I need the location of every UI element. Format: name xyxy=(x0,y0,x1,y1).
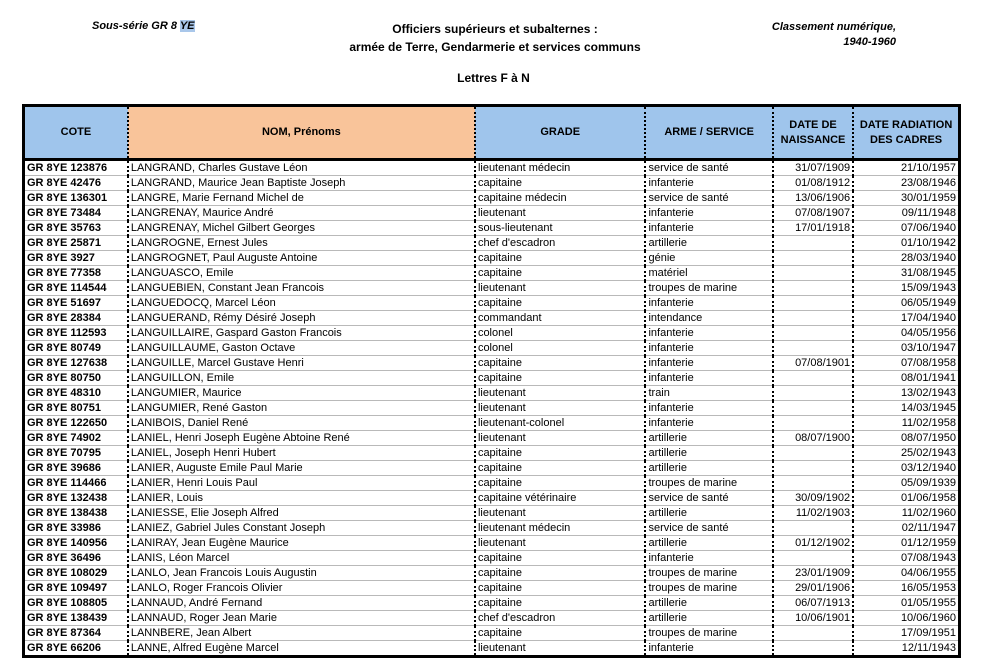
nom-cell: LANIEZ, Gabriel Jules Constant Joseph xyxy=(128,521,475,536)
table-row xyxy=(24,476,960,491)
radiation-cell: 08/01/1941 xyxy=(853,371,959,386)
table-row xyxy=(24,266,960,281)
naissance-cell: 07/08/1901 xyxy=(773,356,853,371)
nom-cell: LANGUILLON, Emile xyxy=(128,371,475,386)
radiation-cell: 13/02/1943 xyxy=(853,386,959,401)
arme-cell: service de santé xyxy=(645,491,772,506)
arme-cell: artillerie xyxy=(645,461,772,476)
cote-cell: GR 8YE 66206 xyxy=(24,641,128,657)
naissance-cell xyxy=(773,626,853,641)
naissance-cell xyxy=(773,326,853,341)
table-header-row xyxy=(24,106,960,160)
grade-cell: capitaine xyxy=(475,551,646,566)
naissance-cell xyxy=(773,281,853,296)
classification-line-1: Classement numérique, xyxy=(771,21,896,33)
cote-cell: GR 8YE 77358 xyxy=(24,266,128,281)
arme-cell: infanterie xyxy=(645,221,772,236)
radiation-cell: 07/06/1940 xyxy=(853,221,959,236)
grade-cell: capitaine xyxy=(475,461,646,476)
naissance-cell xyxy=(773,446,853,461)
nom-cell: LANGUILLAIRE, Gaspard Gaston Francois xyxy=(128,326,475,341)
table-row xyxy=(24,641,960,657)
arme-cell: infanterie xyxy=(645,371,772,386)
cote-cell: GR 8YE 108805 xyxy=(24,596,128,611)
grade-cell: capitaine xyxy=(475,296,646,311)
naissance-cell: 10/06/1901 xyxy=(773,611,853,626)
nom-cell: LANGUMIER, René Gaston xyxy=(128,401,475,416)
grade-cell: capitaine xyxy=(475,266,646,281)
table-row xyxy=(24,281,960,296)
grade-cell: lieutenant médecin xyxy=(475,160,646,176)
table-row xyxy=(24,401,960,416)
title-line-2: armée de Terre, Gendarmerie et services communs xyxy=(349,40,641,54)
cote-cell: GR 8YE 51697 xyxy=(24,296,128,311)
cote-cell: GR 8YE 39686 xyxy=(24,461,128,476)
table-row xyxy=(24,341,960,356)
radiation-cell: 14/03/1945 xyxy=(853,401,959,416)
arme-cell: troupes de marine xyxy=(645,476,772,491)
arme-cell: service de santé xyxy=(645,521,772,536)
cote-cell: GR 8YE 87364 xyxy=(24,626,128,641)
naissance-cell xyxy=(773,236,853,251)
grade-cell: capitaine vétérinaire xyxy=(475,491,646,506)
radiation-cell: 02/11/1947 xyxy=(853,521,959,536)
grade-cell: capitaine xyxy=(475,356,646,371)
cote-cell: GR 8YE 138439 xyxy=(24,611,128,626)
grade-cell: capitaine xyxy=(475,446,646,461)
cote-cell: GR 8YE 138438 xyxy=(24,506,128,521)
nom-cell: LANGRAND, Maurice Jean Baptiste Joseph xyxy=(128,176,475,191)
arme-cell: artillerie xyxy=(645,506,772,521)
table-row xyxy=(24,296,960,311)
grade-cell: chef d'escadron xyxy=(475,611,646,626)
arme-cell: troupes de marine xyxy=(645,281,772,296)
classification-line-2: 1940-1960 xyxy=(843,36,896,48)
table-body xyxy=(24,160,960,657)
officers-table xyxy=(22,104,961,658)
cote-cell: GR 8YE 36496 xyxy=(24,551,128,566)
table-row xyxy=(24,461,960,476)
nom-cell: LANIER, Henri Louis Paul xyxy=(128,476,475,491)
naissance-cell xyxy=(773,296,853,311)
arme-cell: artillerie xyxy=(645,536,772,551)
grade-cell: sous-lieutenant xyxy=(475,221,646,236)
grade-cell: lieutenant xyxy=(475,431,646,446)
naissance-cell xyxy=(773,476,853,491)
cote-cell: GR 8YE 48310 xyxy=(24,386,128,401)
arme-cell: service de santé xyxy=(645,191,772,206)
naissance-cell xyxy=(773,386,853,401)
nom-cell: LANNAUD, Roger Jean Marie xyxy=(128,611,475,626)
grade-cell: lieutenant-colonel xyxy=(475,416,646,431)
nom-cell: LANIS, Léon Marcel xyxy=(128,551,475,566)
naissance-cell xyxy=(773,641,853,657)
arme-cell: génie xyxy=(645,251,772,266)
radiation-cell: 11/02/1960 xyxy=(853,506,959,521)
arme-cell: artillerie xyxy=(645,446,772,461)
nom-cell: LANGRAND, Charles Gustave Léon xyxy=(128,160,475,176)
cote-cell: GR 8YE 114466 xyxy=(24,476,128,491)
arme-cell: troupes de marine xyxy=(645,581,772,596)
table-row xyxy=(24,431,960,446)
cote-cell: GR 8YE 123876 xyxy=(24,160,128,176)
grade-cell: colonel xyxy=(475,326,646,341)
column-header-radiation: DATE RADIATION DES CADRES xyxy=(853,106,959,160)
arme-cell: infanterie xyxy=(645,296,772,311)
grade-cell: capitaine xyxy=(475,251,646,266)
cote-cell: GR 8YE 140956 xyxy=(24,536,128,551)
arme-cell: infanterie xyxy=(645,326,772,341)
radiation-cell: 01/06/1958 xyxy=(853,491,959,506)
grade-cell: lieutenant xyxy=(475,641,646,657)
radiation-cell: 04/06/1955 xyxy=(853,566,959,581)
cote-cell: GR 8YE 112593 xyxy=(24,326,128,341)
table-row xyxy=(24,551,960,566)
table-row xyxy=(24,446,960,461)
arme-cell: intendance xyxy=(645,311,772,326)
table-row xyxy=(24,386,960,401)
cote-cell: GR 8YE 33986 xyxy=(24,521,128,536)
cote-cell: GR 8YE 25871 xyxy=(24,236,128,251)
nom-cell: LANGRENAY, Michel Gilbert Georges xyxy=(128,221,475,236)
cote-cell: GR 8YE 28384 xyxy=(24,311,128,326)
column-header-cote: COTE xyxy=(24,106,128,160)
radiation-cell: 01/10/1942 xyxy=(853,236,959,251)
naissance-cell: 08/07/1900 xyxy=(773,431,853,446)
document-title xyxy=(300,20,690,56)
arme-cell: artillerie xyxy=(645,431,772,446)
arme-cell: infanterie xyxy=(645,206,772,221)
radiation-cell: 12/11/1943 xyxy=(853,641,959,657)
table-row xyxy=(24,191,960,206)
column-header-arme: ARME / SERVICE xyxy=(645,106,772,160)
table-row xyxy=(24,581,960,596)
grade-cell: capitaine médecin xyxy=(475,191,646,206)
naissance-cell: 17/01/1918 xyxy=(773,221,853,236)
cote-cell: GR 8YE 132438 xyxy=(24,491,128,506)
radiation-cell: 15/09/1943 xyxy=(853,281,959,296)
table-row xyxy=(24,251,960,266)
nom-cell: LANGRE, Marie Fernand Michel de xyxy=(128,191,475,206)
cote-cell: GR 8YE 74902 xyxy=(24,431,128,446)
naissance-cell xyxy=(773,341,853,356)
nom-cell: LANGRENAY, Maurice André xyxy=(128,206,475,221)
cote-cell: GR 8YE 127638 xyxy=(24,356,128,371)
cote-cell: GR 8YE 3927 xyxy=(24,251,128,266)
grade-cell: capitaine xyxy=(475,581,646,596)
arme-cell: troupes de marine xyxy=(645,566,772,581)
radiation-cell: 11/02/1958 xyxy=(853,416,959,431)
radiation-cell: 06/05/1949 xyxy=(853,296,959,311)
radiation-cell: 05/09/1939 xyxy=(853,476,959,491)
table-row xyxy=(24,626,960,641)
naissance-cell: 13/06/1906 xyxy=(773,191,853,206)
table-row xyxy=(24,236,960,251)
table-row xyxy=(24,596,960,611)
arme-cell: troupes de marine xyxy=(645,626,772,641)
naissance-cell xyxy=(773,251,853,266)
nom-cell: LANGUEDOCQ, Marcel Léon xyxy=(128,296,475,311)
naissance-cell xyxy=(773,371,853,386)
naissance-cell xyxy=(773,311,853,326)
grade-cell: lieutenant xyxy=(475,386,646,401)
table-row xyxy=(24,356,960,371)
table-row xyxy=(24,371,960,386)
arme-cell: infanterie xyxy=(645,356,772,371)
cote-cell: GR 8YE 80749 xyxy=(24,341,128,356)
arme-cell: infanterie xyxy=(645,416,772,431)
radiation-cell: 17/09/1951 xyxy=(853,626,959,641)
grade-cell: lieutenant médecin xyxy=(475,521,646,536)
nom-cell: LANNBERE, Jean Albert xyxy=(128,626,475,641)
nom-cell: LANGUILLE, Marcel Gustave Henri xyxy=(128,356,475,371)
arme-cell: artillerie xyxy=(645,236,772,251)
grade-cell: colonel xyxy=(475,341,646,356)
naissance-cell: 01/08/1912 xyxy=(773,176,853,191)
radiation-cell: 07/08/1943 xyxy=(853,551,959,566)
grade-cell: capitaine xyxy=(475,176,646,191)
naissance-cell: 29/01/1906 xyxy=(773,581,853,596)
cote-cell: GR 8YE 122650 xyxy=(24,416,128,431)
radiation-cell: 09/11/1948 xyxy=(853,206,959,221)
arme-cell: artillerie xyxy=(645,611,772,626)
grade-cell: lieutenant xyxy=(475,206,646,221)
arme-cell: infanterie xyxy=(645,176,772,191)
radiation-cell: 23/08/1946 xyxy=(853,176,959,191)
grade-cell: chef d'escadron xyxy=(475,236,646,251)
nom-cell: LANGUERAND, Rémy Désiré Joseph xyxy=(128,311,475,326)
nom-cell: LANLO, Roger Francois Olivier xyxy=(128,581,475,596)
table-row xyxy=(24,311,960,326)
nom-cell: LANIEL, Henri Joseph Eugène Abtoine René xyxy=(128,431,475,446)
series-label xyxy=(92,20,195,32)
arme-cell: train xyxy=(645,386,772,401)
title-line-1: Officiers supérieurs et subalternes : xyxy=(392,22,598,36)
grade-cell: lieutenant xyxy=(475,506,646,521)
series-prefix: Sous-série GR 8 xyxy=(92,20,180,32)
cote-cell: GR 8YE 108029 xyxy=(24,566,128,581)
nom-cell: LANIEL, Joseph Henri Hubert xyxy=(128,446,475,461)
radiation-cell: 07/08/1958 xyxy=(853,356,959,371)
nom-cell: LANIRAY, Jean Eugène Maurice xyxy=(128,536,475,551)
radiation-cell: 03/10/1947 xyxy=(853,341,959,356)
radiation-cell: 17/04/1940 xyxy=(853,311,959,326)
column-header-nom: NOM, Prénoms xyxy=(128,106,475,160)
grade-cell: capitaine xyxy=(475,626,646,641)
naissance-cell: 06/07/1913 xyxy=(773,596,853,611)
table-row xyxy=(24,326,960,341)
table-row xyxy=(24,491,960,506)
naissance-cell xyxy=(773,401,853,416)
naissance-cell xyxy=(773,461,853,476)
naissance-cell xyxy=(773,521,853,536)
nom-cell: LANGUILLAUME, Gaston Octave xyxy=(128,341,475,356)
arme-cell: artillerie xyxy=(645,596,772,611)
cote-cell: GR 8YE 42476 xyxy=(24,176,128,191)
nom-cell: LANLO, Jean Francois Louis Augustin xyxy=(128,566,475,581)
cote-cell: GR 8YE 35763 xyxy=(24,221,128,236)
radiation-cell: 03/12/1940 xyxy=(853,461,959,476)
arme-cell: infanterie xyxy=(645,401,772,416)
nom-cell: LANIBOIS, Daniel René xyxy=(128,416,475,431)
radiation-cell: 08/07/1950 xyxy=(853,431,959,446)
naissance-cell: 01/12/1902 xyxy=(773,536,853,551)
series-highlight[interactable]: YE xyxy=(179,20,195,32)
classification-label xyxy=(730,20,896,50)
cote-cell: GR 8YE 114544 xyxy=(24,281,128,296)
arme-cell: matériel xyxy=(645,266,772,281)
naissance-cell: 23/01/1909 xyxy=(773,566,853,581)
grade-cell: capitaine xyxy=(475,371,646,386)
grade-cell: capitaine xyxy=(475,596,646,611)
arme-cell: infanterie xyxy=(645,551,772,566)
naissance-cell: 31/07/1909 xyxy=(773,160,853,176)
grade-cell: capitaine xyxy=(475,476,646,491)
radiation-cell: 01/05/1955 xyxy=(853,596,959,611)
naissance-cell xyxy=(773,551,853,566)
arme-cell: infanterie xyxy=(645,641,772,657)
column-header-naissance: DATE DE NAISSANCE xyxy=(773,106,853,160)
column-header-grade: GRADE xyxy=(475,106,646,160)
radiation-cell: 04/05/1956 xyxy=(853,326,959,341)
nom-cell: LANIER, Louis xyxy=(128,491,475,506)
cote-cell: GR 8YE 73484 xyxy=(24,206,128,221)
radiation-cell: 30/01/1959 xyxy=(853,191,959,206)
cote-cell: GR 8YE 80751 xyxy=(24,401,128,416)
radiation-cell: 31/08/1945 xyxy=(853,266,959,281)
nom-cell: LANGROGNET, Paul Auguste Antoine xyxy=(128,251,475,266)
grade-cell: lieutenant xyxy=(475,536,646,551)
arme-cell: service de santé xyxy=(645,160,772,176)
table-row xyxy=(24,536,960,551)
radiation-cell: 16/05/1953 xyxy=(853,581,959,596)
cote-cell: GR 8YE 70795 xyxy=(24,446,128,461)
grade-cell: lieutenant xyxy=(475,401,646,416)
cote-cell: GR 8YE 136301 xyxy=(24,191,128,206)
nom-cell: LANGUEBIEN, Constant Jean Francois xyxy=(128,281,475,296)
table-row xyxy=(24,176,960,191)
naissance-cell: 30/09/1902 xyxy=(773,491,853,506)
nom-cell: LANIESSE, Elie Joseph Alfred xyxy=(128,506,475,521)
grade-cell: capitaine xyxy=(475,566,646,581)
nom-cell: LANIER, Auguste Emile Paul Marie xyxy=(128,461,475,476)
grade-cell: lieutenant xyxy=(475,281,646,296)
table-row xyxy=(24,160,960,176)
table-row xyxy=(24,416,960,431)
table-row xyxy=(24,506,960,521)
radiation-cell: 01/12/1959 xyxy=(853,536,959,551)
naissance-cell: 11/02/1903 xyxy=(773,506,853,521)
table-row xyxy=(24,611,960,626)
table-row xyxy=(24,566,960,581)
arme-cell: infanterie xyxy=(645,341,772,356)
radiation-cell: 21/10/1957 xyxy=(853,160,959,176)
nom-cell: LANNE, Alfred Eugène Marcel xyxy=(128,641,475,657)
nom-cell: LANGUMIER, Maurice xyxy=(128,386,475,401)
nom-cell: LANGROGNE, Ernest Jules xyxy=(128,236,475,251)
grade-cell: commandant xyxy=(475,311,646,326)
radiation-cell: 28/03/1940 xyxy=(853,251,959,266)
cote-cell: GR 8YE 80750 xyxy=(24,371,128,386)
radiation-cell: 25/02/1943 xyxy=(853,446,959,461)
nom-cell: LANNAUD, André Fernand xyxy=(128,596,475,611)
letters-subtitle: Lettres F à N xyxy=(457,71,530,85)
table-row xyxy=(24,221,960,236)
table-row xyxy=(24,521,960,536)
naissance-cell: 07/08/1907 xyxy=(773,206,853,221)
cote-cell: GR 8YE 109497 xyxy=(24,581,128,596)
table-row xyxy=(24,206,960,221)
naissance-cell xyxy=(773,416,853,431)
naissance-cell xyxy=(773,266,853,281)
nom-cell: LANGUASCO, Emile xyxy=(128,266,475,281)
radiation-cell: 10/06/1960 xyxy=(853,611,959,626)
